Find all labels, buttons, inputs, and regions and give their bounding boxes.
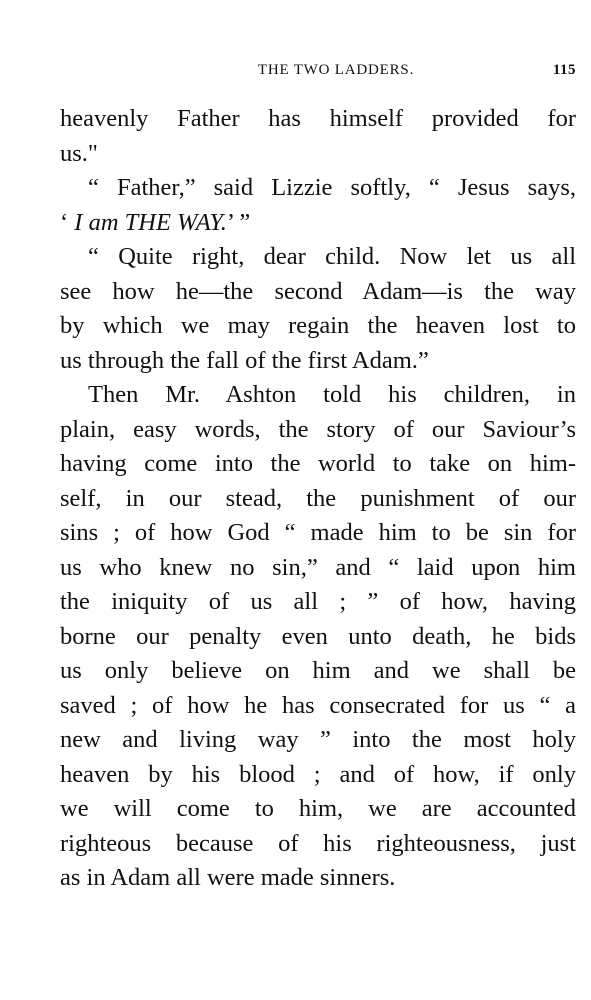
text-line: self, in our stead, the punishment of our	[60, 484, 576, 512]
page-number: 115	[552, 62, 576, 78]
text-line: us through the fall of the first Adam.”	[60, 346, 429, 374]
text-line: see how he—the second Adam—is the way	[60, 277, 576, 305]
text-line: by which we may regain the heaven lost to	[60, 312, 576, 339]
body-text	[60, 102, 576, 896]
running-head	[60, 62, 576, 84]
text-line: borne our penalty even unto death, he bids	[60, 622, 576, 650]
text-line: as in Adam all were made sinners.	[60, 864, 396, 891]
italic-quote: I am THE WAY.	[74, 208, 227, 236]
text-line: having come into the world to take on him-	[60, 450, 576, 477]
text-line: Then Mr. Ashton told his children, in	[88, 381, 576, 408]
text-line: us only believe on him and we shall be	[60, 657, 576, 684]
text-line-italic-quote	[60, 206, 576, 241]
text-line: we will come to him, we are accounted	[60, 795, 576, 822]
text-line: new and living way ” into the most holy	[60, 726, 576, 753]
quote-open: ‘	[60, 208, 75, 236]
text-line: sins ; of how God “ made him to be sin for	[60, 519, 576, 546]
quote-close: ’ ”	[226, 208, 251, 236]
text-line: us."	[60, 139, 98, 167]
text-line: plain, easy words, the story of our Saviour’s	[60, 415, 576, 443]
text-line: us who knew no sin,” and “ laid upon him	[60, 553, 576, 581]
text-line: “ Father,” said Lizzie softly, “ Jesus says,	[88, 174, 576, 201]
text-line: the iniquity of us all ; ” of how, having	[60, 588, 576, 615]
text-line: heavenly Father has himself provided for	[60, 105, 576, 132]
text-line: righteous because of his righteousness, just	[60, 829, 576, 857]
running-title: THE TWO LADDERS.	[257, 62, 415, 78]
text-line: heaven by his blood ; and of how, if only	[60, 760, 576, 788]
text-line: saved ; of how he has consecrated for us “ a	[60, 691, 576, 719]
text-line: “ Quite right, dear child. Now let us all	[88, 243, 576, 270]
